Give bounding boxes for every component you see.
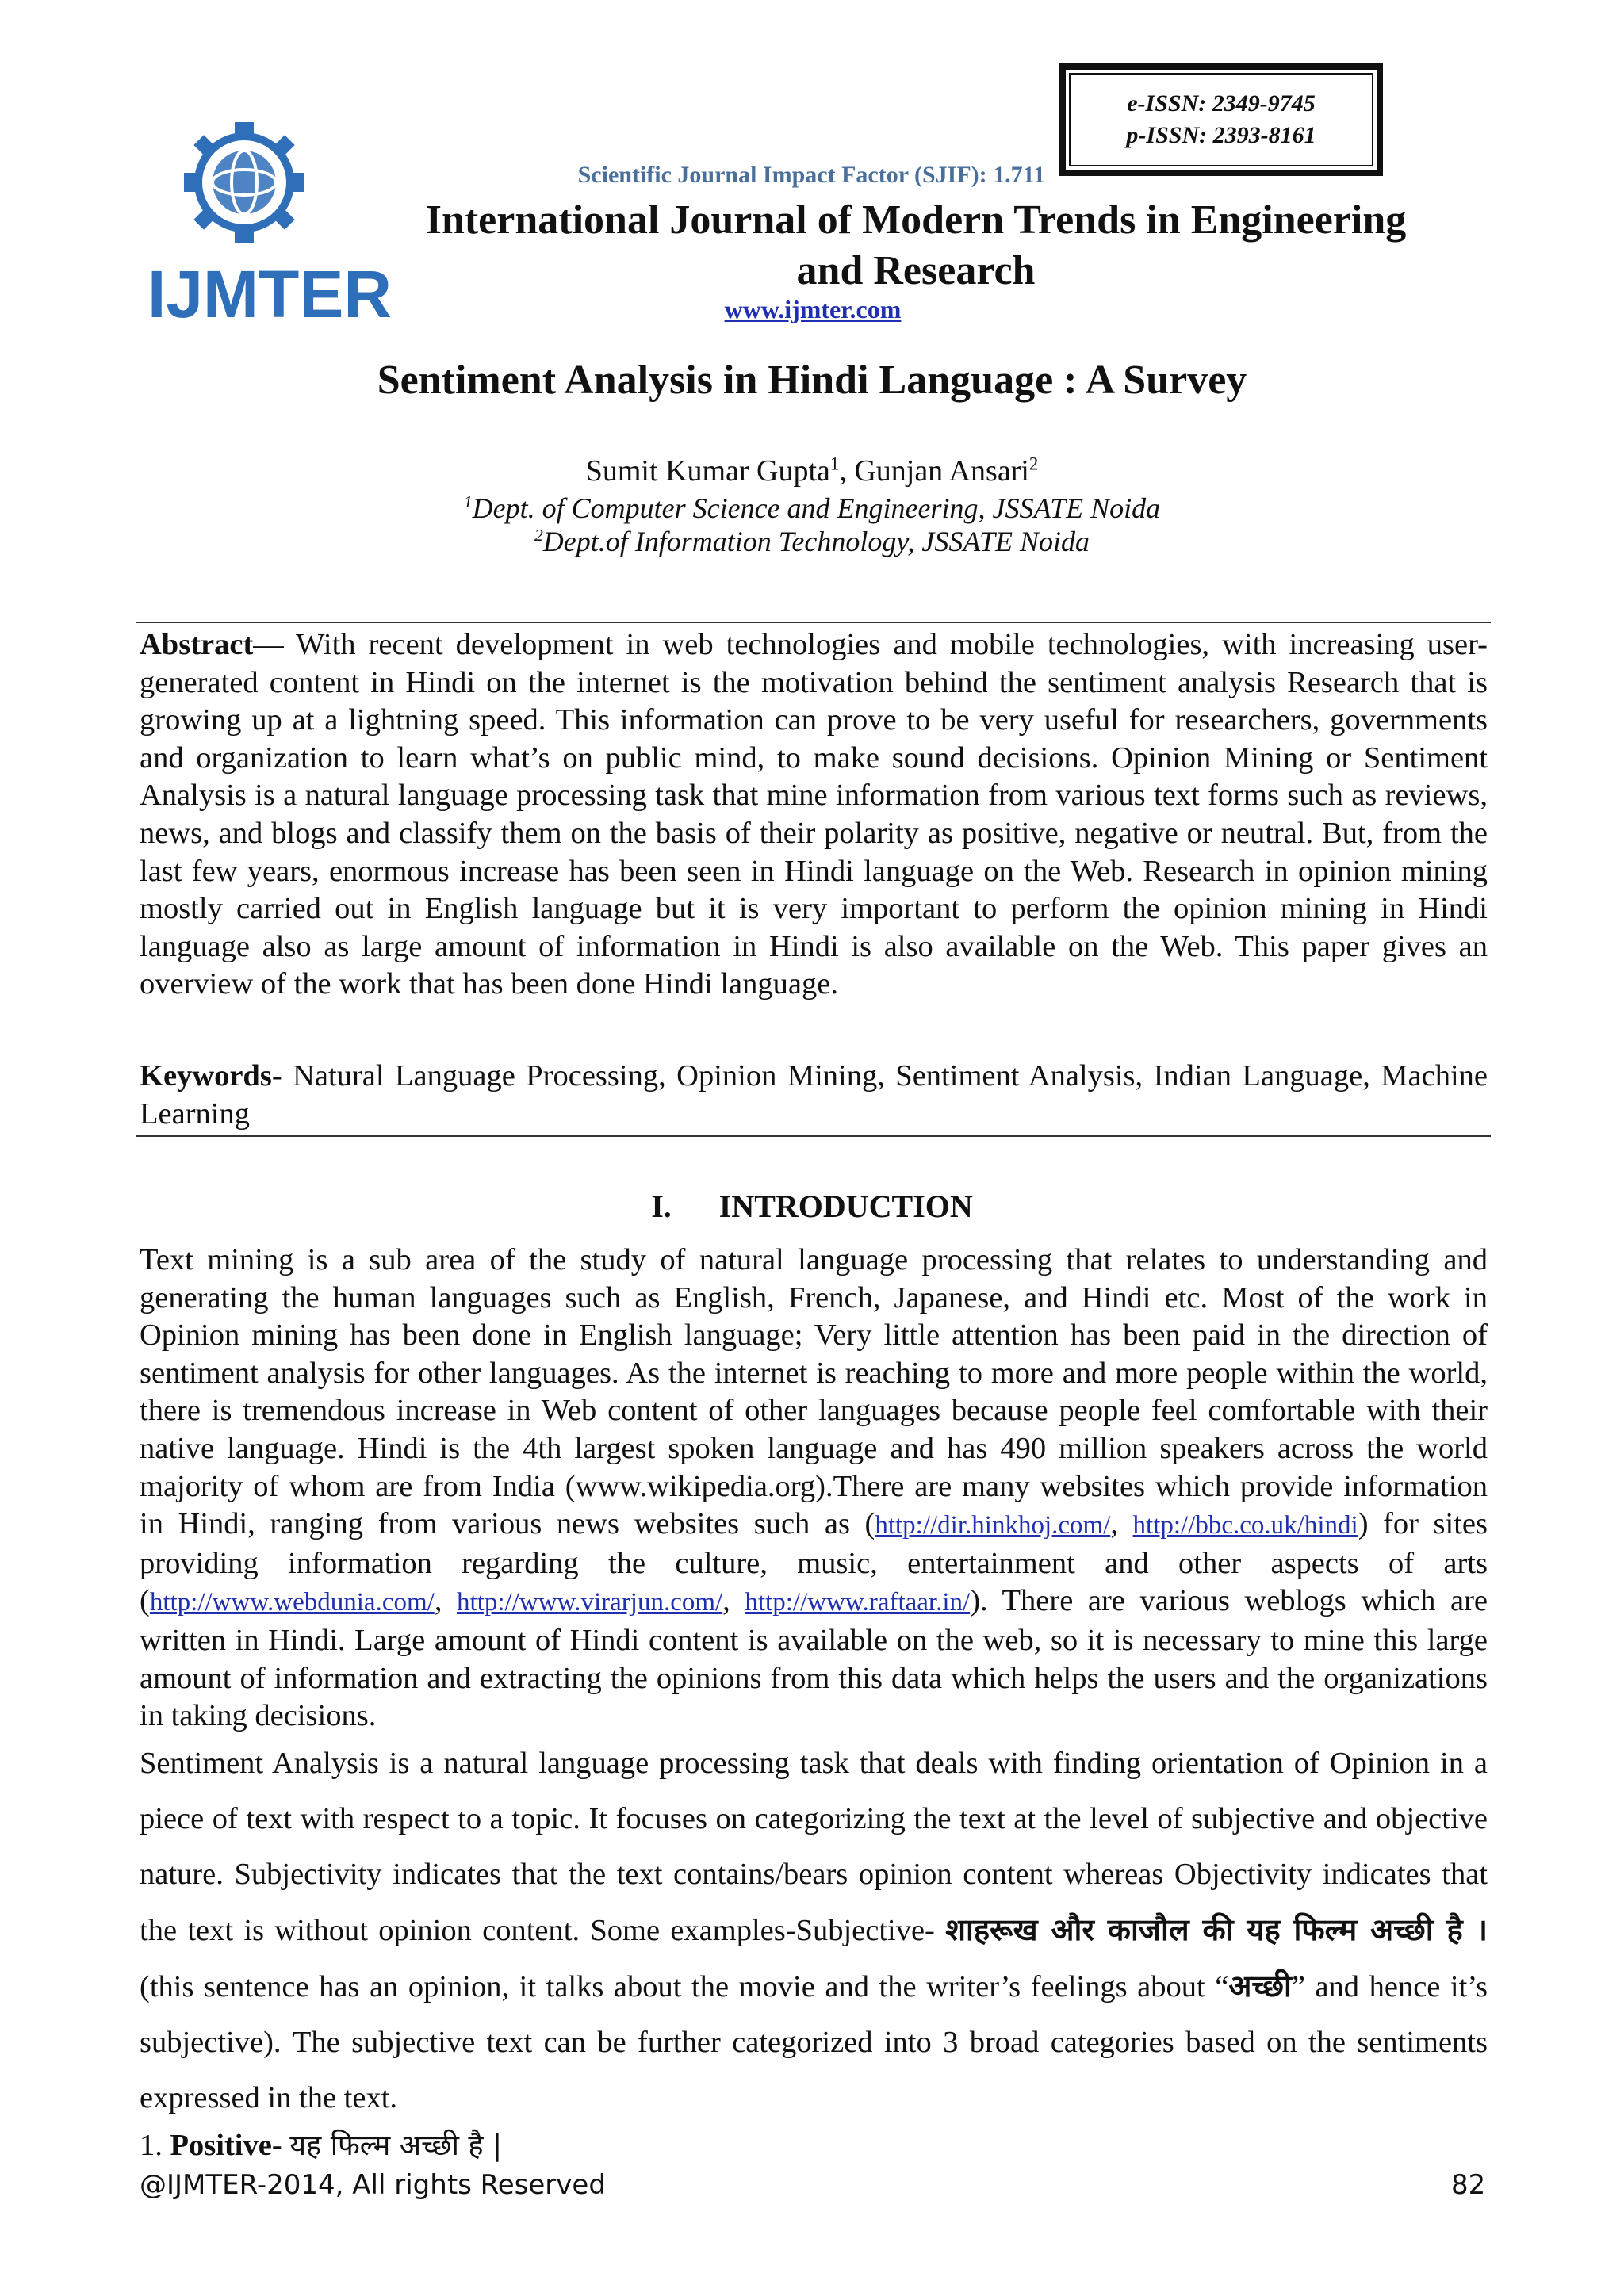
paper-title: Sentiment Analysis in Hindi Language : A Survey (377, 358, 1247, 403)
reference-link[interactable]: http://bbc.co.uk/hindi (1132, 1511, 1358, 1540)
author-superscript: 2 (1028, 453, 1039, 474)
globe-gear-icon (141, 94, 393, 331)
journal-title-line1: International Journal of Modern Trends in Engineering (425, 197, 1407, 243)
journal-url-link[interactable]: www.ijmter.com (724, 295, 902, 323)
impact-factor: Scientific Journal Impact Factor (SJIF): 1.711 (577, 162, 1045, 188)
keywords-label: Keywords (140, 1059, 272, 1093)
reference-link[interactable]: http://dir.hinkhoj.com/ (875, 1511, 1111, 1540)
list-label: Positive (170, 2128, 272, 2162)
divider (136, 1135, 1491, 1137)
paragraph-text: Sentiment Analysis is a natural language processing task that deals with finding orientation of Opinion in a piece of text with respect to a topic. It focuses on categorizing the text at the level of subjective and objective nature. Subjectivity indicates that the text contains/bears opinion content whereas Objectivity indicates that the text is without opinion content. Some examples-Subjective- (140, 1746, 1488, 1947)
pissn: p-ISSN: 2393-8161 (1126, 122, 1316, 148)
paragraph-text: ) for sites providing information regarding the culture, music, entertainment and other aspects of arts ( (140, 1507, 1488, 1618)
keywords-text: - Natural Language Processing, Opinion Mining, Sentiment Analysis, Indian Language, Machine Learning (140, 1059, 1488, 1131)
paragraph-text: (this sentence has an opinion, it talks about the movie and the writer’s feelings about “ (140, 1969, 1229, 2003)
introduction-body (140, 1242, 1488, 2164)
section-heading (0, 1188, 1624, 1225)
divider (136, 622, 1491, 623)
author-separator: , (839, 454, 855, 488)
list-dash: - (271, 2128, 290, 2162)
footer-copyright: @IJMTER-2014, All rights Reserved (140, 2169, 606, 2201)
authors (0, 453, 1624, 488)
author-name: Gunjan Ansari (854, 454, 1029, 488)
abstract-label: Abstract (140, 628, 254, 661)
journal-title-line2: and Research (796, 248, 1036, 293)
reference-link[interactable]: http://www.raftaar.in/ (745, 1588, 971, 1617)
separator: , (434, 1584, 458, 1618)
journal-logo (141, 94, 393, 331)
hindi-example: यह फिल्म अच्छी है | (289, 2129, 503, 2162)
journal-title (349, 195, 1483, 297)
separator: , (1110, 1507, 1133, 1541)
reference-link[interactable]: http://www.virarjun.com/ (457, 1588, 723, 1617)
affiliation-superscript: 1 (463, 492, 473, 511)
separator: , (722, 1584, 745, 1618)
affiliation-superscript: 2 (534, 526, 543, 545)
paragraph-text: ). There are various weblogs which are written in Hindi. Large amount of Hindi content is available on the web, so it is necessary to mine this large amount of information and extracting the opinions from this data which helps the users and the organizations in taking decisions. (140, 1584, 1488, 1733)
abstract-text: — With recent development in web technologies and mobile technologies, with increasing user-generated content in Hindi on the internet is the motivation behind the sentiment analysis Research that is growing up at a lightning speed. This information can prove to be very useful for researchers, governments and organization to learn what’s on public mind, to make sound decisions. Opinion Mining or Sentiment Analysis is a natural language processing task that mine information from various text forms such as reviews, news, and blogs and classify them on the basis of their polarity as positive, negative or neutral. But, from the last few years, enormous increase has been seen in Hindi language on the Web. Research in opinion mining mostly carried out in English language but it is very important to perform the opinion mining in Hindi language also as large amount of information in Hindi is also available on the Web. This paper gives an overview of the work that has been done Hindi language. (140, 628, 1488, 1001)
affiliation (0, 492, 1624, 525)
list-number: 1. (140, 2128, 170, 2162)
author-name: Sumit Kumar Gupta (585, 454, 830, 488)
logo-text: IJMTER (147, 257, 393, 331)
list-item (140, 2127, 1488, 2165)
hindi-example: शाहरूख और काजौल की यह फिल्म अच्छी है । (945, 1911, 1488, 1947)
keywords (140, 1058, 1488, 1133)
page-number: 82 (1451, 2169, 1486, 2201)
eissn: e-ISSN: 2349-9745 (1127, 90, 1316, 117)
hindi-word: अच्छी (1228, 1968, 1292, 2003)
affiliation-text: Dept. of Computer Science and Engineering, JSSATE Noida (472, 492, 1161, 524)
abstract (140, 626, 1488, 1004)
affiliation (0, 525, 1624, 558)
section-title: INTRODUCTION (718, 1188, 973, 1224)
reference-link[interactable]: http://www.webdunia.com/ (149, 1588, 435, 1617)
author-superscript: 1 (829, 453, 840, 474)
affiliation-text: Dept.of Information Technology, JSSATE Noida (542, 526, 1090, 557)
paragraph (140, 1735, 1488, 2126)
paragraph-text: Text mining is a sub area of the study of natural language processing that relates to understanding and generating the human languages such as English, French, Japanese, and Hindi etc. Most of the work in Opinion mining has been done in English language; Very little attention has been paid in the direction of sentiment analysis for other languages. As the internet is reaching to more and more people within the world, there is tremendous increase in Web content of other languages because people feel comfortable with their native language. Hindi is the 4th largest spoken language and has 490 million speakers across the world majority of whom are from India (www.wikipedia.org).There are many websites which provide information in Hindi, ranging from various news websites such as ( (140, 1243, 1488, 1541)
issn-box (1059, 63, 1383, 176)
paragraph (140, 1242, 1488, 1735)
paragraph-text: ” and hence it’s subjective). The subjective text can be further categorized into 3 broad categories based on the sentiments expressed in the text. (140, 1969, 1488, 2114)
section-number: I. (651, 1188, 672, 1224)
